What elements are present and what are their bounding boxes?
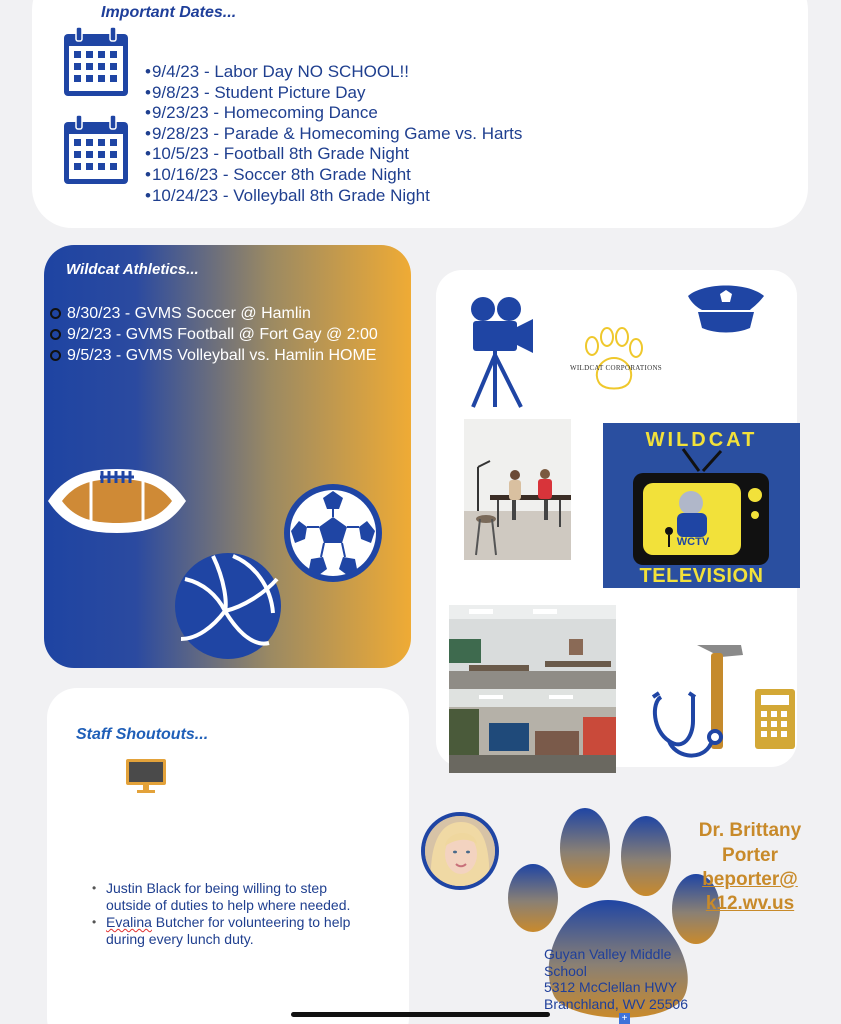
- studio-photo: [464, 419, 571, 560]
- bullet-ring-icon: [50, 350, 61, 361]
- home-indicator[interactable]: [291, 1012, 550, 1017]
- monitor-icon: [125, 758, 167, 794]
- athletics-item: 9/2/23 - GVMS Football @ Fort Gay @ 2:00: [50, 324, 378, 345]
- shoutout-name: Justin Black: [106, 880, 181, 896]
- avatar: [421, 812, 499, 890]
- wctv-logo: [603, 423, 800, 588]
- add-icon[interactable]: +: [619, 1013, 630, 1024]
- bullet-ring-icon: [50, 329, 61, 340]
- shoutout-text: Butcher for volunteering to help during every lunch duty.: [106, 914, 351, 947]
- shoutout-text: for being willing to step outside of duties to help where needed.: [106, 880, 351, 913]
- shoutout-item: [92, 914, 362, 947]
- wctv-screen-text: WCTV: [676, 536, 710, 548]
- school-name: Guyan Valley Middle School: [544, 946, 672, 979]
- police-hat-icon: [684, 278, 768, 336]
- corp-label: WILDCAT CORPORATIONS: [569, 364, 663, 372]
- date-item: • 9/8/23 - Student Picture Day: [145, 83, 522, 104]
- important-dates-list: [145, 62, 522, 206]
- athletics-item: 9/5/23 - GVMS Volleyball vs. Hamlin HOME: [50, 345, 378, 366]
- staff-shoutouts-title: Staff Shoutouts...: [76, 726, 209, 743]
- principal-name: Dr. Brittany Porter: [698, 820, 802, 866]
- important-dates-title: Important Dates...: [101, 4, 237, 21]
- shoutout-item: [92, 880, 362, 913]
- principal-email-link[interactable]: beporter@ k12.wv.us: [702, 869, 798, 914]
- wctv-bottom-text: TELEVISION: [639, 565, 764, 587]
- shoutout-name: Evalina: [106, 914, 152, 930]
- athletics-item: 8/30/23 - GVMS Soccer @ Hamlin: [50, 303, 378, 324]
- calendar-icon: [62, 26, 130, 98]
- soccer-ball-icon: [281, 481, 385, 585]
- paw-icon: [578, 326, 648, 392]
- athletics-list: [50, 303, 378, 366]
- volleyball-icon: [173, 551, 283, 661]
- date-item: • 10/5/23 - Football 8th Grade Night: [145, 144, 522, 165]
- date-item: • 9/28/23 - Parade & Homecoming Game vs. Harts: [145, 124, 522, 145]
- wctv-top-text: WILDCAT: [645, 429, 758, 451]
- date-item: • 9/23/23 - Homecoming Dance: [145, 103, 522, 124]
- calculator-icon: [755, 689, 795, 749]
- staff-shoutouts-list: [92, 880, 362, 948]
- medical-tools-icon: [649, 641, 795, 765]
- athletics-title: Wildcat Athletics...: [66, 261, 199, 278]
- bullet-ring-icon: [50, 308, 61, 319]
- video-camera-icon: [467, 295, 535, 409]
- classroom-photo: [449, 605, 616, 773]
- date-item: • 9/4/23 - Labor Day NO SCHOOL!!: [145, 62, 522, 83]
- football-icon: [44, 455, 190, 547]
- school-address: 5312 McClellan HWY Branchland, WV 25506: [544, 979, 688, 1012]
- date-item: • 10/24/23 - Volleyball 8th Grade Night: [145, 186, 522, 207]
- stethoscope-icon: [653, 693, 721, 756]
- calendar-icon: [62, 114, 130, 186]
- date-item: • 10/16/23 - Soccer 8th Grade Night: [145, 165, 522, 186]
